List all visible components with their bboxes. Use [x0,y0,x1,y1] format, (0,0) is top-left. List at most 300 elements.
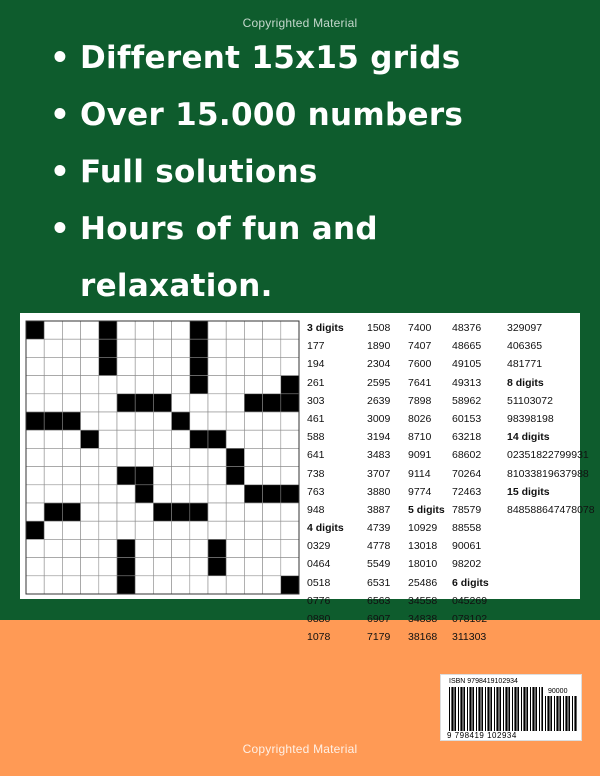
grid-cell-black [190,321,208,339]
grid-cell [135,576,153,594]
grid-cell [263,576,281,594]
grid-cell [190,394,208,412]
grid-cell [44,321,62,339]
grid-cell [172,448,190,466]
grid-cell [81,412,99,430]
grid-cell [153,485,171,503]
number-column [408,319,445,646]
grid-cell [281,467,299,485]
grid-cell [135,503,153,521]
grid-cell [244,430,262,448]
grid-cell [153,539,171,557]
number-entry: 10929 [408,522,438,535]
grid-cell [172,394,190,412]
feature-text: Different 15x15 grids [80,40,461,76]
watermark-bottom: Copyrighted Material [242,742,358,756]
grid-cell-black [172,503,190,521]
number-entry: 13018 [408,540,438,553]
grid-cell [208,467,226,485]
grid-cell [226,412,244,430]
grid-cell [99,412,117,430]
grid-cell [226,576,244,594]
number-entry: 18010 [408,558,438,571]
number-entry: 641 [307,449,325,462]
grid-cell [26,558,44,576]
number-column [367,319,390,646]
grid-cell [26,430,44,448]
grid-cell-black [190,376,208,394]
number-entry: 38168 [408,631,438,644]
grid-cell [117,521,135,539]
grid-cell-black [208,539,226,557]
grid-cell [62,485,80,503]
number-entry: 045269 [452,594,488,607]
grid-cell-black [117,558,135,576]
grid-cell [81,503,99,521]
grid-cell [263,412,281,430]
grid-cell [26,357,44,375]
number-entry: 5549 [367,558,391,571]
grid-cell [281,357,299,375]
number-entry: 6563 [367,594,391,607]
grid-cell [117,503,135,521]
number-entry: 7179 [367,631,391,644]
grid-cell [81,467,99,485]
number-entry: 194 [307,358,325,371]
grid-cell [117,485,135,503]
grid-cell [99,448,117,466]
number-entry: 63218 [452,431,482,444]
grid-cell [226,485,244,503]
grid-cell [135,412,153,430]
grid-cell-black [135,394,153,412]
grid-cell-black [81,430,99,448]
number-entry: 58962 [452,394,482,407]
grid-cell [81,576,99,594]
number-entry: 78579 [452,503,482,516]
grid-cell [81,394,99,412]
grid-cell [81,357,99,375]
grid-cell-black [26,412,44,430]
isbn-label: ISBN 9798419102934 [449,678,518,685]
number-entry: 848588647478078 [507,503,595,516]
grid-cell [172,467,190,485]
grid-cell [244,448,262,466]
grid-cell [62,539,80,557]
grid-cell [81,448,99,466]
grid-cell [99,394,117,412]
grid-cell [244,521,262,539]
grid-cell [244,576,262,594]
grid-cell [44,376,62,394]
number-entry: 0329 [307,540,331,553]
grid-cell [44,576,62,594]
number-entry: 48376 [452,322,482,334]
number-entry: 68602 [452,449,482,462]
grid-cell [190,448,208,466]
grid-cell [208,448,226,466]
grid-cell [226,539,244,557]
grid-cell [244,376,262,394]
number-entry: 1078 [307,631,331,644]
grid-cell [135,339,153,357]
feature-item [50,144,590,201]
number-entry: 60153 [452,412,482,425]
watermark-top: Copyrighted Material [242,16,358,30]
grid-cell [81,485,99,503]
grid-cell [190,539,208,557]
number-entry: 48665 [452,340,482,353]
grid-cell [172,321,190,339]
digit-group-header: 15 digits [507,485,550,498]
grid-cell-black [44,412,62,430]
digit-group-header: 14 digits [507,431,550,444]
grid-cell [99,467,117,485]
grid-cell [26,485,44,503]
number-entry: 34558 [408,594,438,607]
grid-cell [26,394,44,412]
grid-cell [153,412,171,430]
grid-cell [81,539,99,557]
grid-cell-black [117,539,135,557]
number-entry: 738 [307,467,325,480]
number-entry: 1890 [367,340,391,353]
grid-cell [244,503,262,521]
grid-cell [26,339,44,357]
grid-cell [62,376,80,394]
grid-cell-black [190,503,208,521]
number-entry: 948 [307,503,325,516]
grid-cell [117,376,135,394]
grid-cell [62,448,80,466]
grid-cell [263,558,281,576]
grid-cell [244,357,262,375]
grid-cell [226,357,244,375]
grid-cell [26,467,44,485]
grid-cell [263,467,281,485]
bullet-icon: • [50,97,71,133]
number-entry: 02351822799931 [507,449,589,462]
number-entry: 2639 [367,394,391,407]
grid-cell [172,339,190,357]
number-entry: 2304 [367,358,391,371]
grid-cell [190,521,208,539]
grid-cell [153,467,171,485]
grid-cell [135,430,153,448]
grid-cell-black [281,394,299,412]
grid-cell-black [44,503,62,521]
grid-cell [135,521,153,539]
bullet-icon: • [50,40,71,76]
bullet-icon: • [50,154,71,190]
number-entry: 88558 [452,522,482,535]
grid-cell [172,521,190,539]
number-entry: 7400 [408,322,432,334]
grid-cell [135,558,153,576]
grid-cell-black [263,394,281,412]
grid-cell-black [117,394,135,412]
grid-cell-black [172,412,190,430]
number-entry: 406365 [507,340,543,353]
number-entry: 177 [307,340,325,353]
number-entry: 763 [307,485,325,498]
grid-cell [208,485,226,503]
grid-cell [44,521,62,539]
grid-cell [190,412,208,430]
number-entry: 3483 [367,449,391,462]
feature-item [50,201,590,315]
grid-cell [81,321,99,339]
grid-cell [281,503,299,521]
number-entry: 8710 [408,431,432,444]
grid-cell [208,503,226,521]
grid-cell-black [208,558,226,576]
grid-cell-black [135,467,153,485]
grid-cell [226,394,244,412]
grid-cell [99,430,117,448]
grid-cell [172,485,190,503]
grid-cell [226,521,244,539]
grid-cell [62,357,80,375]
grid-cell-black [281,376,299,394]
grid-cell [26,448,44,466]
number-entry: 461 [307,412,325,425]
grid-cell [153,430,171,448]
grid-cell [117,357,135,375]
price-code: 90000 [548,688,568,695]
number-entry: 0464 [307,558,331,571]
grid-cell [172,576,190,594]
digit-group-header: 6 digits [452,576,489,589]
grid-cell [153,521,171,539]
grid-cell-black [99,339,117,357]
feature-item [50,30,590,87]
feature-item [50,87,590,144]
grid-cell [263,539,281,557]
number-entry: 6531 [367,576,391,589]
grid-cell [208,339,226,357]
grid-cell-black [26,321,44,339]
number-entry: 98202 [452,558,482,571]
grid-cell [190,485,208,503]
grid-cell-black [281,576,299,594]
number-entry: 3707 [367,467,391,480]
grid-cell [62,521,80,539]
grid-cell [281,539,299,557]
number-entry: 49105 [452,358,482,371]
number-entry: 3009 [367,412,391,425]
grid-cell [153,339,171,357]
number-entry: 49313 [452,376,482,389]
digit-group-header: 5 digits [408,503,445,516]
grid-cell [281,339,299,357]
number-entry: 4739 [367,522,391,535]
grid-cell [99,539,117,557]
grid-cell [81,521,99,539]
grid-cell [244,339,262,357]
grid-cell [172,376,190,394]
grid-cell [99,576,117,594]
grid-cell [226,558,244,576]
number-column [452,319,489,646]
grid-cell [190,558,208,576]
number-entry: 7600 [408,358,432,371]
grid-cell [208,576,226,594]
grid-cell [281,430,299,448]
grid-cell-black [26,521,44,539]
grid-cell [208,394,226,412]
grid-cell [26,576,44,594]
number-entry: 81033819637988 [507,467,589,480]
grid-cell-black [244,394,262,412]
number-entry: 25486 [408,576,438,589]
number-entry: 7641 [408,376,432,389]
number-entry: 3194 [367,431,391,444]
number-entry: 90061 [452,540,482,553]
grid-cell-black [153,503,171,521]
grid-cell [190,576,208,594]
number-column [307,319,344,646]
feature-text: Over 15.000 numbers [80,97,464,133]
grid-cell [99,485,117,503]
barcode-addon-icon [545,696,577,731]
grid-cell [117,412,135,430]
grid-cell [153,558,171,576]
puzzle-preview-card [20,313,595,644]
feature-text: Hours of fun and [80,211,378,247]
grid-cell [153,376,171,394]
grid-cell [281,321,299,339]
number-entry: 329097 [507,322,543,334]
grid-cell [244,412,262,430]
grid-cell [281,448,299,466]
grid-cell [226,430,244,448]
grid-cell [44,467,62,485]
grid-cell [26,503,44,521]
grid-cell [62,394,80,412]
number-entry: 72463 [452,485,482,498]
barcode-box [440,674,582,741]
grid-cell [62,467,80,485]
grid-cell [81,376,99,394]
grid-cell [208,412,226,430]
grid-cell-black [244,485,262,503]
grid-cell [153,576,171,594]
grid-cell [172,558,190,576]
grid-cell-black [226,448,244,466]
grid-cell-black [208,430,226,448]
number-column [507,319,595,519]
grid-cell-black [190,357,208,375]
number-list [307,319,595,644]
grid-cell [153,321,171,339]
grid-cell [208,521,226,539]
grid-cell [62,321,80,339]
grid-cell [281,412,299,430]
number-grid [25,320,301,596]
grid-cell [153,357,171,375]
grid-cell [99,376,117,394]
grid-cell [135,539,153,557]
number-entry: 078102 [452,613,488,625]
grid-cell [44,448,62,466]
number-entry: 311303 [452,631,487,644]
grid-cell [62,576,80,594]
grid-cell [44,558,62,576]
grid-cell [263,430,281,448]
grid-cell [135,376,153,394]
isbn-digits: 9 798419 102934 [447,731,517,740]
number-entry: 2595 [367,376,391,389]
grid-cell [263,376,281,394]
number-entry: 9114 [408,467,431,480]
number-entry: 481771 [507,358,543,371]
grid-cell [81,339,99,357]
grid-cell [26,539,44,557]
grid-cell [135,321,153,339]
grid-cell [172,357,190,375]
grid-cell [44,357,62,375]
grid-cell [117,339,135,357]
grid-cell [62,430,80,448]
grid-cell [81,558,99,576]
grid-cell-black [263,485,281,503]
grid-cell [244,321,262,339]
grid-cell [62,339,80,357]
number-entry: 3880 [367,485,391,498]
number-entry: 588 [307,431,325,444]
number-entry: 7898 [408,394,432,407]
grid-cell-black [226,467,244,485]
grid-cell [44,394,62,412]
grid-cell [263,339,281,357]
bullet-icon: • [50,211,71,247]
number-entry: 3887 [367,503,391,516]
number-entry: 9091 [408,449,432,462]
grid-cell [263,448,281,466]
grid-cell [244,467,262,485]
grid-cell [44,539,62,557]
number-entry: 9774 [408,485,432,498]
digit-group-header: 4 digits [307,522,344,535]
grid-cell [99,521,117,539]
grid-cell [208,376,226,394]
grid-cell-black [62,503,80,521]
number-entry: 303 [307,394,325,407]
grid-cell [208,321,226,339]
grid-cell-black [135,485,153,503]
grid-cell-black [190,430,208,448]
digit-group-header: 3 digits [307,322,344,334]
grid-cell-black [117,576,135,594]
feature-text: Full solutions [80,154,318,190]
grid-cell [281,558,299,576]
grid-cell [172,430,190,448]
digit-group-header: 8 digits [507,376,544,389]
grid-cell [172,539,190,557]
grid-cell-black [153,394,171,412]
grid-cell [226,321,244,339]
grid-cell [26,376,44,394]
grid-cell [44,430,62,448]
grid-cell-black [117,467,135,485]
grid-cell [135,448,153,466]
grid-cell-black [62,412,80,430]
number-entry: 0880 [307,613,331,625]
grid-cell [135,357,153,375]
grid-cell-black [190,339,208,357]
grid-cell-black [99,321,117,339]
